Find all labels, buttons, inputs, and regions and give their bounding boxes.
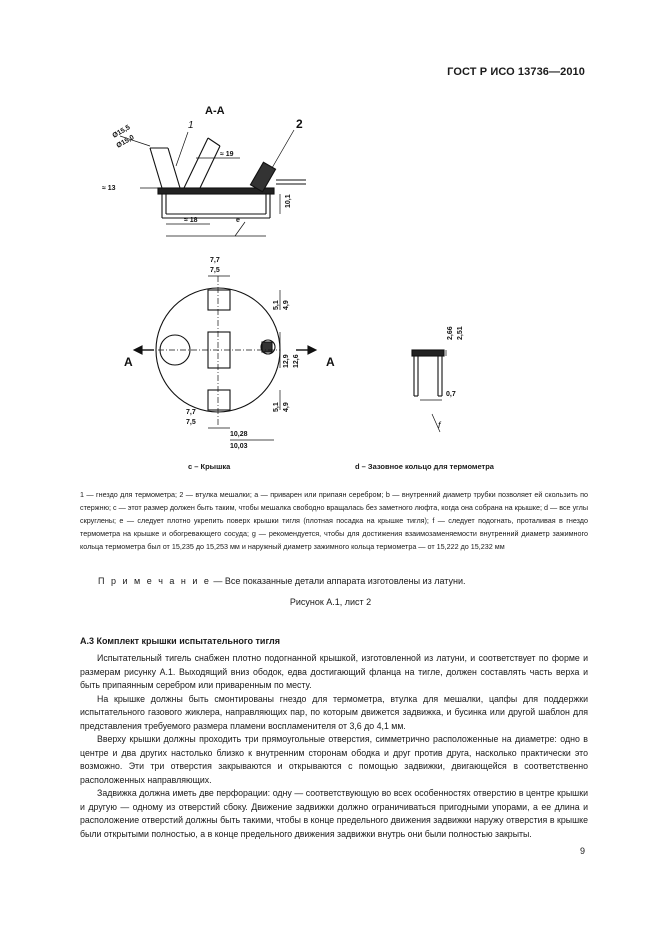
dim-letter-e: e <box>236 217 240 224</box>
note-text: — Все показанные детали аппарата изготовлены из латуни. <box>210 576 466 586</box>
technical-drawing <box>80 96 590 474</box>
dim-letter-f: f <box>438 420 441 430</box>
paragraph: Испытательный тигель снабжен плотно подогнанной крышкой, изготовленной из латуни, и соответствует по форме и размерам рисунку А.1. Выходящий вниз ободок, едва достигающий фланца на тигле, должен составлять часть верха и быть припаянным серебром или приваренным по месту. <box>80 653 588 690</box>
paragraph: Вверху крышки должны проходить три прямоугольные отверстия, симметрично расположенные на диаметре: одно в центре и два других настолько близко к внутренним сторонам ободка и друг против друга, насколько практически это возможно. Эти три отверстия закрываются и открываются с помощью задвижки, двигающейся в соответственно расположенных направляющих. <box>80 734 588 785</box>
note <box>98 576 466 586</box>
section-a-right: А <box>326 355 335 369</box>
dim-10-28: 10,28 <box>230 431 248 438</box>
dim-4-9-top: 4,9 <box>283 300 290 310</box>
dim-10-03: 10,03 <box>230 443 248 450</box>
document-code: ГОСТ Р ИСО 13736—2010 <box>447 66 585 78</box>
callout-1: 1 <box>188 120 194 131</box>
dim-0-7: 0,7 <box>446 391 456 398</box>
dim-7-5-bot: 7,5 <box>186 419 196 426</box>
dim-approx13: ≈ 13 <box>102 185 116 192</box>
section-label: А-А <box>205 105 225 117</box>
dim-7-7-top: 7,7 <box>210 257 220 264</box>
note-label: П р и м е ч а н и е <box>98 576 211 586</box>
dim-4-9-bot: 4,9 <box>283 402 290 412</box>
caption-ring: d – Зазовное кольцо для термометра <box>355 462 494 471</box>
dim-d10-1: 10,1 <box>285 194 292 208</box>
dim-approx18: ≈ 18 <box>184 217 198 224</box>
section-a-left: А <box>124 355 133 369</box>
dim-d15-0: Ø15,0 <box>115 134 136 150</box>
paragraph: Задвижка должна иметь две перфорации: одну — соответствующую во всех особенностях отверстию в центре крышки и другую — одному из отверстий сбоку. Движение задвижки должно ограничиваться пригодными упорами, а ее длина и расположение отверстий должны быть такими, чтобы в конце предельного движения задвижки наружу отверстия в крышке были открытыми полностью, а в конце предельного движения задвижки внутрь они были полностью закрыты. <box>80 788 588 839</box>
dim-7-5-top: 7,5 <box>210 267 220 274</box>
dim-d15-5: Ø15,5 <box>111 124 132 140</box>
drawing-svg <box>80 96 590 474</box>
figure-caption: Рисунок А.1, лист 2 <box>289 597 372 607</box>
dim-2-51: 2,51 <box>457 326 464 340</box>
section-title: А.3 Комплект крышки испытательного тигля <box>80 636 280 646</box>
dim-12-6: 12,6 <box>293 354 300 368</box>
dim-approx19: ≈ 19 <box>220 151 234 158</box>
caption-lid: c – Крышка <box>188 462 231 471</box>
dim-5-1-bot: 5,1 <box>273 402 280 412</box>
dim-2-66: 2,66 <box>447 326 454 340</box>
dim-5-1-top: 5,1 <box>273 300 280 310</box>
figure-legend: 1 — гнездо для термометра; 2 — втулка мешалки; a — приварен или припаян серебром; b — внутренний диаметр трубки позволяет ей скользить по стержню; c — этот размер должен быть таким, чтобы мешалка свободно вращалась без заметного люфта, когда она собрана на крышке; d — все углы скруглены; e — следует плотно укрепить поверх крышки тигля (плотная посадка на крышке тигля); f — следует подогнать, проталивая в гнездо термометра на крышке и обогревающего сосуда; g — рекомендуется, чтобы для достижения взаимозаменяемости внутренний диаметр зажимного кольца термометра был от 15,235 до 15,253 мм и наружный диаметр зажимного кольца термометра — от 15,222 до 15,232 мм <box>80 490 588 551</box>
dim-7-7-bot: 7,7 <box>186 409 196 416</box>
paragraph: На крышке должны быть смонтированы гнездо для термометра, втулка для мешалки, цапфы для поддержки испытательного газового жиклера, направляющих пар, по которым движется задвижка, и бусинка или другой шаблон для представления требуемого размера пламени воспламенителя от 3,6 до 4,1 мм. <box>80 693 588 731</box>
dim-12-9: 12,9 <box>283 354 290 368</box>
body-text <box>80 652 588 841</box>
page-number: 9 <box>579 846 585 856</box>
callout-2: 2 <box>296 117 303 131</box>
